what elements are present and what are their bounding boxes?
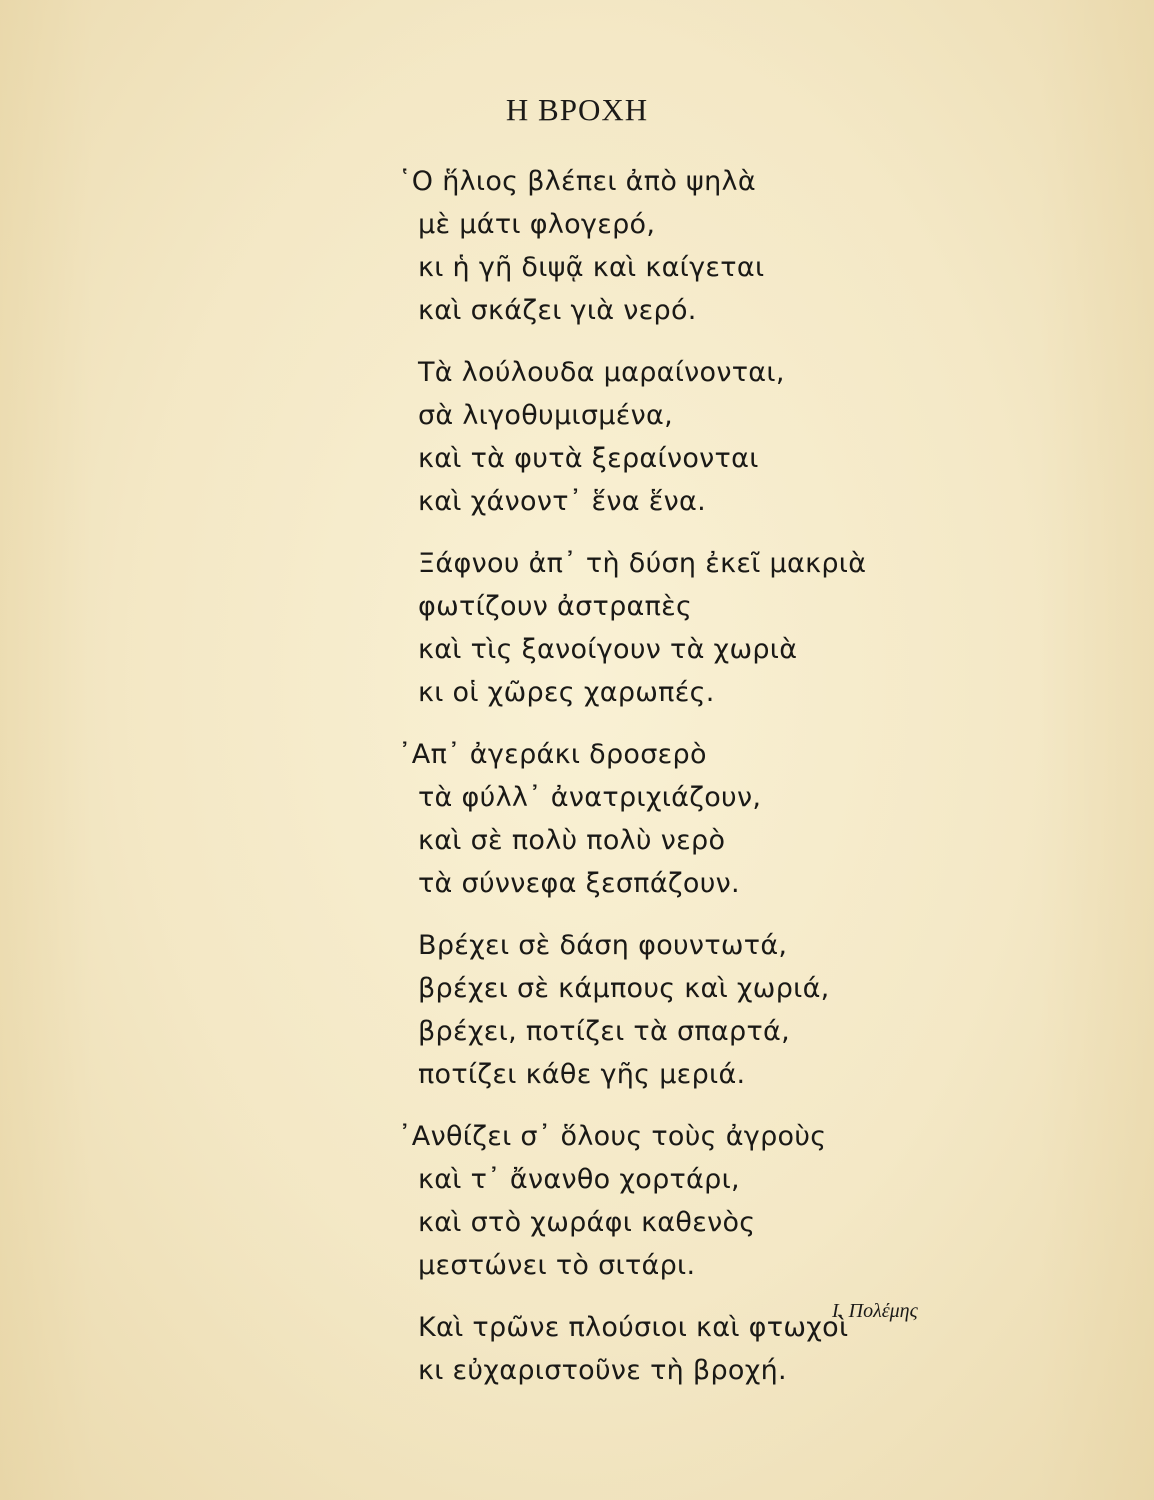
poem-line: ᾽Ανθίζει σ᾽ ὅλους τοὺς ἀγροὺς [398,1121,827,1152]
poem-line: σὰ λιγοθυμισμένα, [418,400,674,431]
poem-line: καὶ τὰ φυτὰ ξεραίνονται [418,443,759,474]
poem-line: Τὰ λούλουδα μαραίνονται, [418,357,785,388]
poem-line: καὶ σὲ πολὺ πολὺ νερὸ [418,825,726,856]
poem-line: Καὶ τρῶνε πλούσιοι καὶ φτωχοὶ [418,1312,849,1343]
poem-line: τὰ φύλλ᾽ ἀνατριχιάζουν, [418,782,762,813]
stanza [398,733,958,905]
stanza [398,351,958,523]
poem-line: ᾽Απ᾽ ἀγεράκι δροσερὸ [398,739,707,770]
poem-line: καὶ τὶς ξανοίγουν τὰ χωριὰ [418,634,798,665]
poem-line: κι εὐχαριστοῦνε τὴ βροχή. [418,1355,787,1386]
stanza [398,160,958,332]
poem-author: Ι. Πολέμης [832,1300,918,1322]
stanza [398,924,958,1096]
poem-line: βρέχει σὲ κάμπους καὶ χωριά, [418,973,830,1004]
stanza [398,1115,958,1287]
poem-line: μεστώνει τὸ σιτάρι. [418,1250,696,1281]
poem-line: καὶ σκάζει γιὰ νερό. [418,295,697,326]
poem-line: μὲ μάτι φλογερό, [418,209,656,240]
stanza [398,542,958,714]
poem-body [398,160,958,1411]
poem-line: καὶ στὸ χωράφι καθενὸς [418,1207,756,1238]
poem-line: ποτίζει κάθε γῆς μεριά. [418,1059,746,1090]
poem-line: Ξάφνου ἀπ᾽ τὴ δύση ἐκεῖ μακριὰ [418,548,867,579]
poem-line: καὶ τ᾽ ἄνανθο χορτάρι, [418,1164,740,1195]
poem-line: τὰ σύννεφα ξεσπάζουν. [418,868,740,899]
poem-line: κι ἡ γῆ διψᾷ καὶ καίγεται [418,252,765,283]
poem-title: Η ΒΡΟΧΗ [505,92,649,127]
poem-line: ῾Ο ἥλιος βλέπει ἀπὸ ψηλὰ [398,166,756,197]
poem-line: κι οἱ χῶρες χαρωπές. [418,677,715,708]
poem-line: φωτίζουν ἀστραπὲς [418,591,693,622]
poem-line: Βρέχει σὲ δάση φουντωτά, [418,930,788,961]
poem-line: καὶ χάνοντ᾽ ἕνα ἕνα. [418,486,706,517]
poem-line: βρέχει, ποτίζει τὰ σπαρτά, [418,1016,790,1047]
